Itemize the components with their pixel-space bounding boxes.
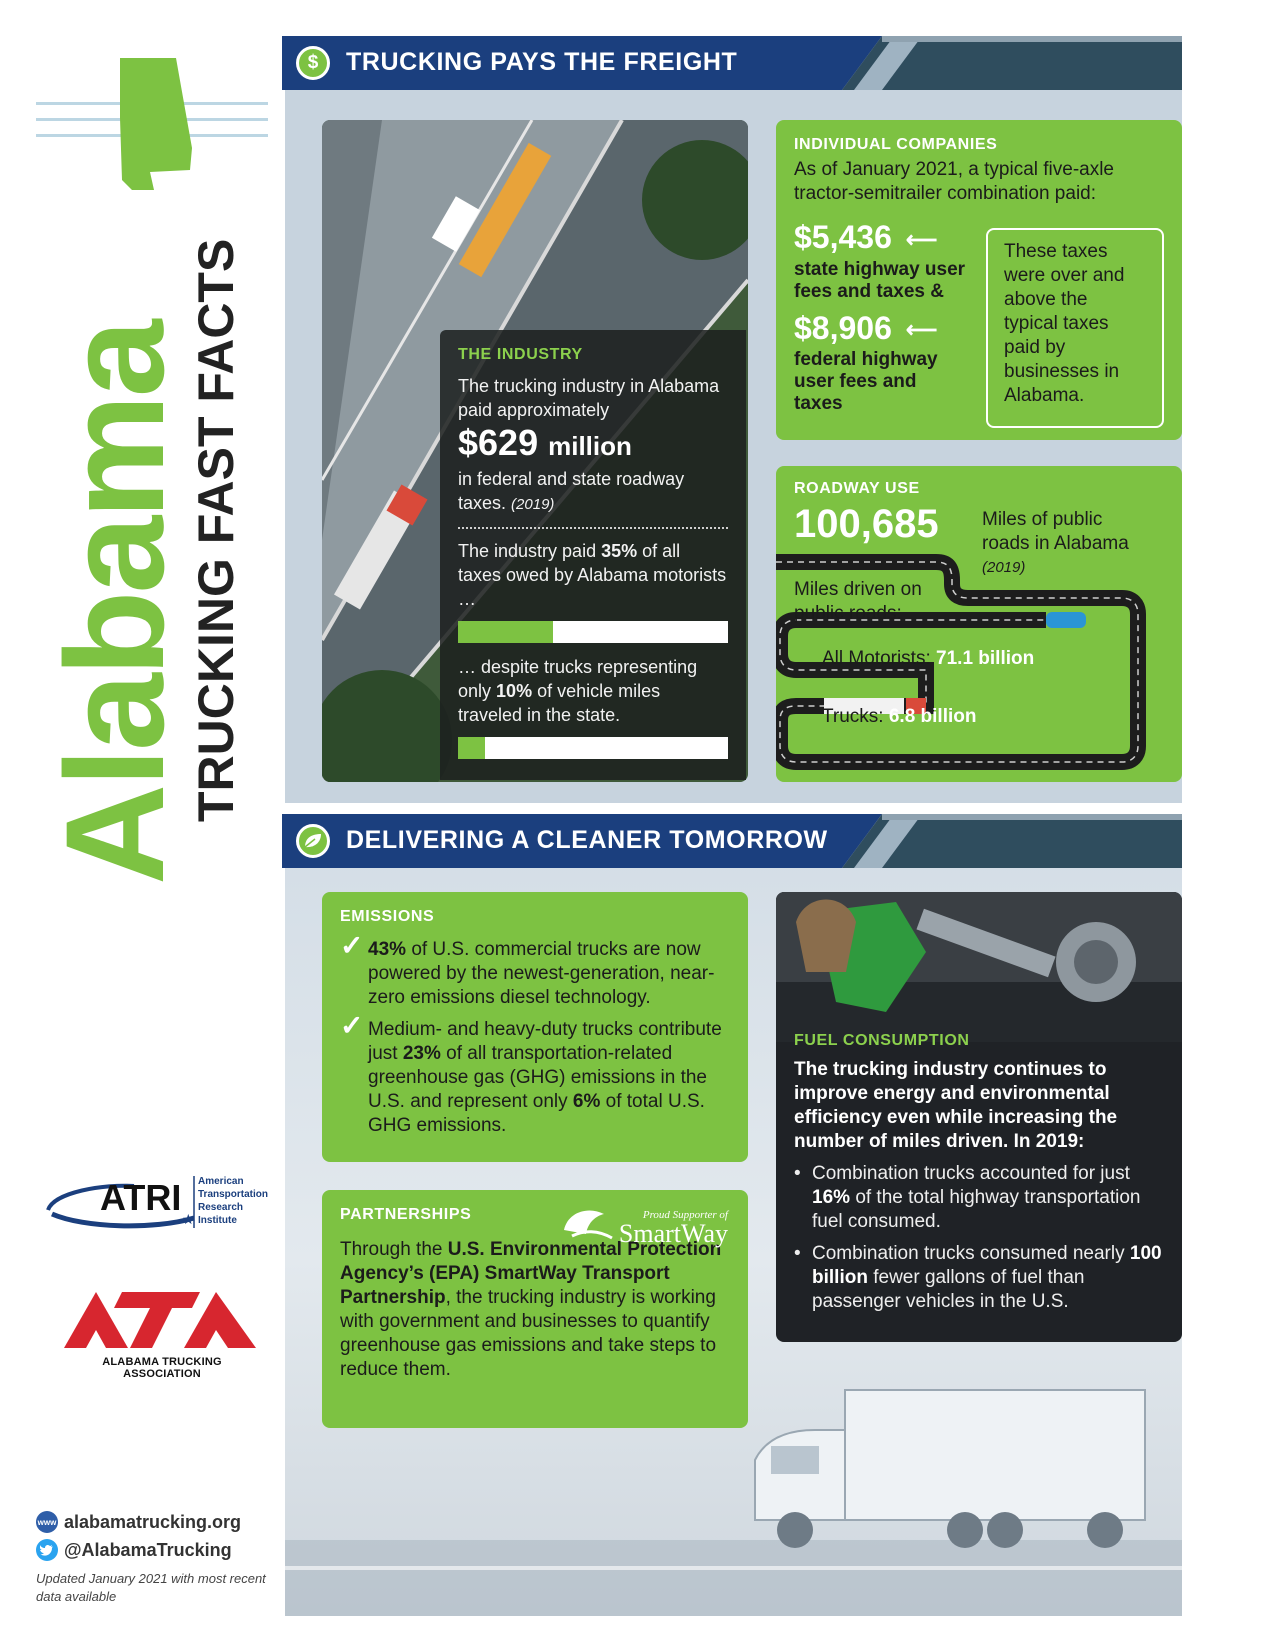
federal-fee-amount: $8,906 ⟵ (794, 309, 938, 346)
fuel-consumption-card (776, 892, 1182, 1342)
dollar-icon: $ (296, 46, 330, 80)
fuel-bullet-2: • Combination trucks consumed nearly 100 billion fewer gallons of fuel than passenger vehicles in the U.S. (794, 1242, 1166, 1314)
state-fee-desc: state highway user fees and taxes & (794, 258, 966, 302)
svg-text:Proud Supporter of: Proud Supporter of (642, 1209, 728, 1221)
atri-wordmark: ATRI (100, 1177, 182, 1218)
footer (36, 1508, 276, 1606)
twitter-link[interactable] (36, 1536, 276, 1564)
trucks-miles: Trucks: 6.8 billion (822, 706, 977, 727)
svg-text:Institute: Institute (198, 1215, 237, 1226)
svg-text:SmartWay: SmartWay (618, 1219, 728, 1248)
svg-text:★: ★ (182, 1212, 195, 1228)
roadway-use-card (776, 466, 1182, 782)
update-note: Updated January 2021 with most recent data available (36, 1571, 266, 1604)
miles-share-bar-fill (458, 737, 485, 759)
tax-share-bar (458, 621, 728, 643)
individual-label: INDIVIDUAL COMPANIES (794, 136, 998, 153)
svg-text:Research: Research (198, 1202, 244, 1213)
roadway-label: ROADWAY USE (794, 480, 920, 497)
industry-intro: The trucking industry in Alabama paid approximately (458, 376, 720, 420)
twitter-bird-icon (36, 1539, 58, 1561)
miles-driven-label: Miles driven on public roads: (794, 579, 922, 624)
public-road-miles-desc: Miles of public roads in Alabama (2019) (982, 509, 1129, 576)
state-fee-amount: $5,436 ⟵ (794, 219, 938, 255)
checkmark-icon: ✓ (340, 1010, 364, 1041)
industry-amount: $629 million (458, 422, 632, 463)
web-icon: www (36, 1511, 58, 1533)
smartway-logo (558, 1200, 734, 1252)
fuel-nozzle-photo (776, 892, 1182, 1042)
title-trucking-fast-facts: TRUCKING FAST FACTS (188, 238, 244, 822)
industry-share-text: The industry paid 35% of all taxes owed by Alabama motorists … (458, 541, 727, 609)
arrow-left-icon: ⟵ (905, 317, 938, 343)
industry-label: THE INDUSTRY (458, 346, 583, 363)
partnerships-card (322, 1190, 748, 1428)
checkmark-icon: ✓ (340, 930, 364, 961)
cleaner-banner-title: DELIVERING A CLEANER TOMORROW (346, 826, 828, 854)
emissions-card (322, 892, 748, 1162)
public-road-miles: 100,685 (794, 502, 939, 546)
miles-share-bar (458, 737, 728, 759)
twitter-handle[interactable]: @AlabamaTrucking (64, 1539, 232, 1560)
motorists-miles: All Motorists: 71.1 billion (822, 648, 1035, 669)
individual-intro: As of January 2021, a typical five-axle tractor-semitrailer combination paid: (794, 159, 1115, 204)
fuel-bullet-1: • Combination trucks accounted for just 16% of the total highway transportation fuel consumed. (794, 1162, 1166, 1234)
svg-text:ATA: ATA (159, 1326, 161, 1327)
industry-card (440, 330, 746, 780)
fuel-lead: The trucking industry continues to improve energy and environmental efficiency even while increasing the number of miles driven. In 2019: (794, 1059, 1118, 1152)
partnerships-body: Through the U.S. Environmental Protection Agency’s (EPA) SmartWay Transport Partnership, the trucking industry is working with government and businesses to quantify greenhouse gas emissions and take steps to reduce them. (340, 1239, 722, 1380)
arrow-left-icon: ⟵ (905, 226, 938, 252)
emissions-item-2: ✓ Medium- and heavy-duty trucks contribute just 23% of all transportation-related greenhouse gas (GHG) emissions in the U.S. and represent only 6% of total U.S. GHG emissions. (340, 1010, 722, 1136)
alabama-state-map-icon (36, 58, 286, 218)
website-link[interactable] (36, 1508, 276, 1536)
tax-share-bar-fill (458, 621, 553, 643)
cleaner-banner (282, 814, 1182, 868)
ata-caption: ALABAMA TRUCKING ASSOCIATION (102, 1356, 222, 1380)
emissions-item-1: ✓ 43% of U.S. commercial trucks are now powered by the newest-generation, near-zero emissions diesel technology. (340, 930, 715, 1008)
emissions-label: EMISSIONS (340, 908, 435, 925)
taxes-note-box: These taxes were over and above the typical taxes paid by businesses in Alabama. (986, 228, 1164, 428)
svg-text:American: American (198, 1176, 244, 1187)
partnerships-label: PARTNERSHIPS (340, 1206, 472, 1223)
car-icon (1046, 612, 1086, 628)
fuel-body (794, 1032, 1166, 1314)
dotted-divider (458, 527, 728, 529)
industry-miles-text: … despite trucks representing only 10% of vehicle miles traveled in the state. (458, 657, 698, 725)
freight-banner-title: TRUCKING PAYS THE FREIGHT (346, 48, 738, 76)
website-text[interactable]: alabamatrucking.org (64, 1511, 242, 1532)
leaf-icon (296, 824, 330, 858)
svg-text:Transportation: Transportation (198, 1189, 269, 1200)
fuel-label: FUEL CONSUMPTION (794, 1032, 970, 1049)
federal-fee-desc: federal highway user fees and taxes (794, 349, 938, 415)
freight-banner (282, 36, 1182, 90)
industry-after: in federal and state roadway taxes. (2019) (458, 469, 685, 513)
title-alabama: Alabama (36, 322, 193, 885)
atri-logo (44, 1170, 274, 1236)
individual-companies-card (776, 120, 1182, 440)
